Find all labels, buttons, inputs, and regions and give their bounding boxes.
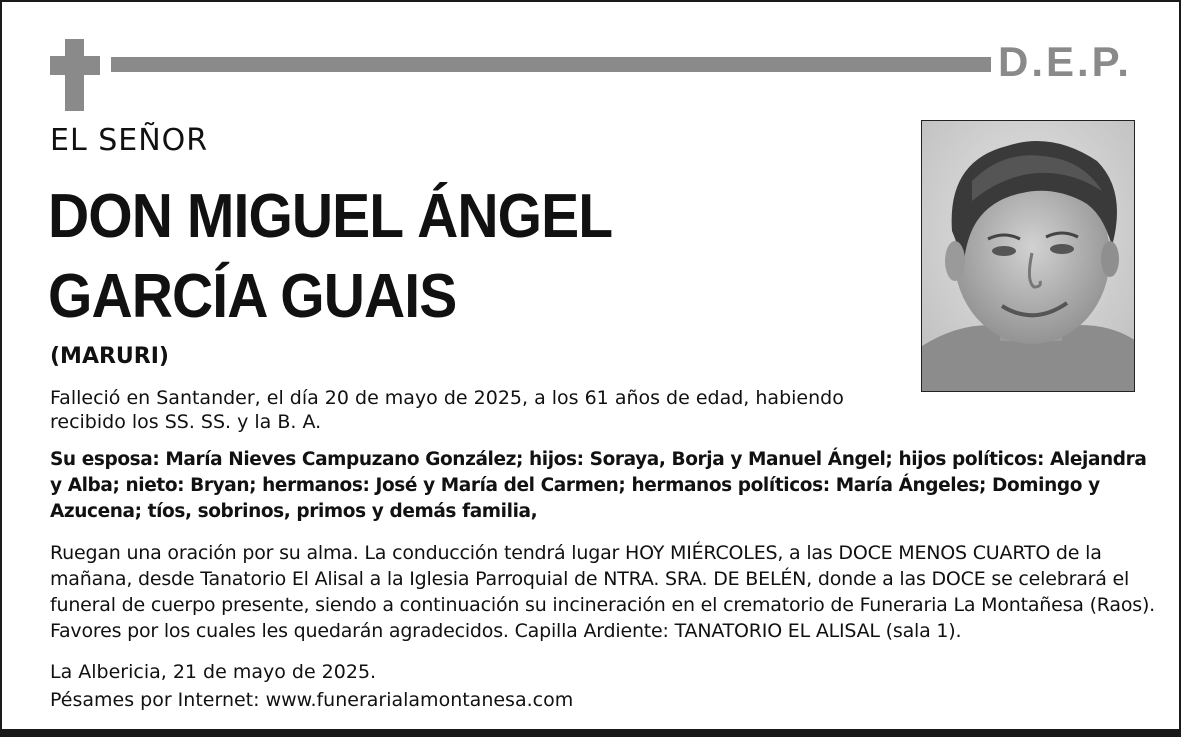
ceremony-details: Ruegan una oración por su alma. La conducción tendrá lugar HOY MIÉRCOLES, a las DOCE MENOS CUARTO de la mañana, desde Tanatorio El Alisal a la Iglesia Parroquial de NTRA. SRA. DE BELÉN, donde a las DOCE se celebrará el funeral de cuerpo presente, siendo a continuación su incineración en el crematorio de Funeraria La Montañesa (Raos). Favores por los cuales les quedarán agradecidos. Capilla Ardiente: TANATORIO EL ALISAL (sala 1). <box>50 542 1156 642</box>
death-notice: Falleció en Santander, el día 20 de mayo de 2025, a los 61 años de edad, habiendo recibido los SS. SS. y la B. A. <box>50 387 844 433</box>
condolences-link[interactable]: Pésames por Internet: www.funerarialamontanesa.com <box>50 689 574 711</box>
deceased-alias: (MARURI) <box>50 344 169 369</box>
honorific-prefix: EL SEÑOR <box>50 123 209 158</box>
deceased-name <box>48 177 612 337</box>
name-line-1: DON MIGUEL ÁNGEL <box>48 182 613 251</box>
place-date: La Albericia, 21 de mayo de 2025. <box>50 661 377 683</box>
family-list: Su esposa: María Nieves Campuzano González; hijos: Soraya, Borja y Manuel Ángel; hijos políticos: Alejandra y Alba; nieto: Bryan; hermanos: José y María del Carmen; hermanos políticos: María Ángeles; Domingo y Azucena; tíos, sobrinos, primos y demás familia, <box>50 449 1147 522</box>
name-line-2: GARCÍA GUAIS <box>48 262 457 331</box>
header-rule <box>111 57 991 72</box>
portrait-photo <box>921 120 1135 392</box>
dep-label: D.E.P. <box>998 38 1132 85</box>
cross-icon <box>50 39 100 111</box>
